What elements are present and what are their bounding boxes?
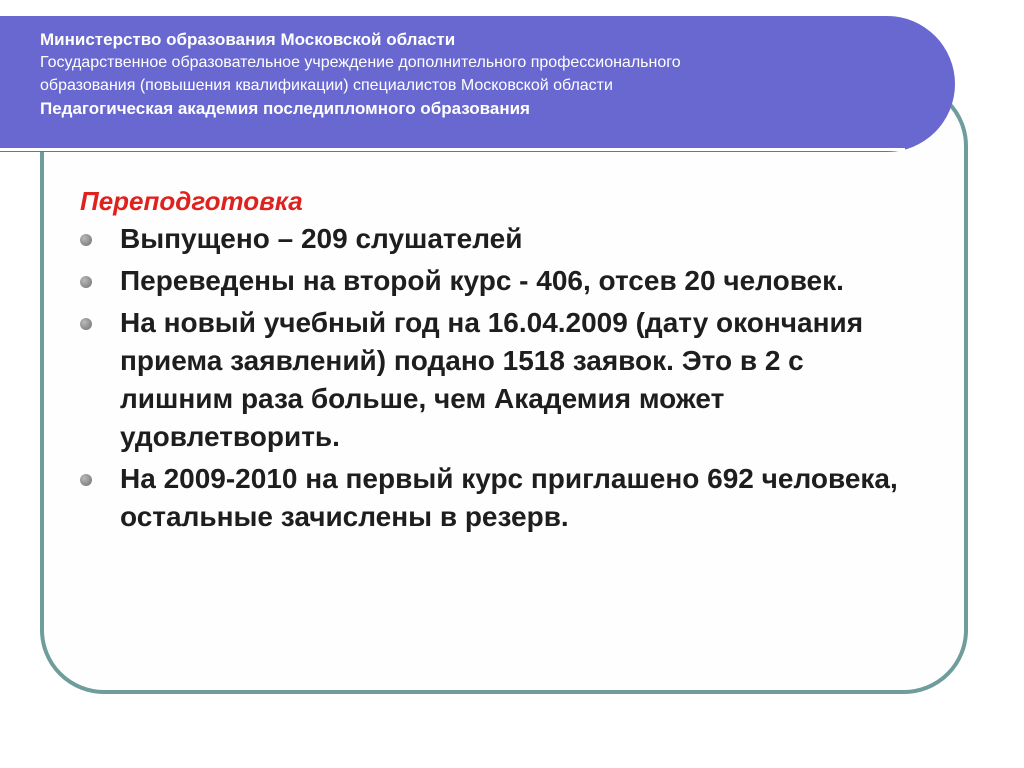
bullet-icon <box>80 276 92 288</box>
banner-divider <box>0 148 905 151</box>
list-item <box>80 262 900 300</box>
list-item-text: На новый учебный год на 16.04.2009 (дату окончания приема заявлений) подано 1518 заявок. Это в 2 с лишним раза больше, чем Академия может удовлетворить. <box>120 307 864 452</box>
bullet-list <box>80 220 900 536</box>
header-banner <box>0 16 955 152</box>
ministry-title: Министерство образования Московской области <box>40 30 456 49</box>
bullet-icon <box>80 474 92 486</box>
list-item <box>80 220 900 258</box>
bullet-icon <box>80 234 92 246</box>
institution-name-line-1: Государственное образовательное учреждение дополнительного профессионального <box>40 54 681 71</box>
list-item <box>80 460 900 536</box>
institution-name-line-2: образования (повышения квалификации) специалистов Московской области <box>40 77 613 94</box>
bullet-icon <box>80 318 92 330</box>
list-item-text: Переведены на второй курс - 406, отсев 20 человек. <box>120 265 844 296</box>
slide-content <box>80 182 900 540</box>
section-title: Переподготовка <box>80 186 303 216</box>
academy-title: Педагогическая академия последипломного образования <box>40 99 530 118</box>
list-item <box>80 304 900 456</box>
list-item-text: На 2009-2010 на первый курс приглашено 692 человека, остальные зачислены в резерв. <box>120 463 898 532</box>
list-item-text: Выпущено – 209 слушателей <box>120 223 523 254</box>
